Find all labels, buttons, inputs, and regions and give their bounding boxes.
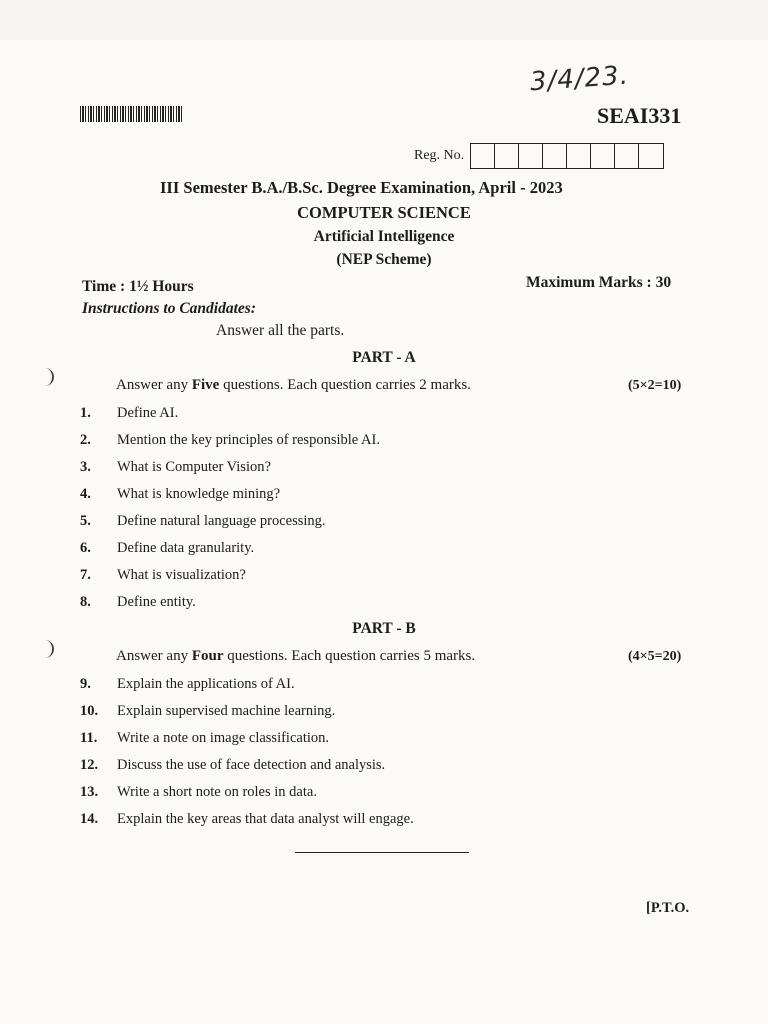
reg-box — [471, 144, 495, 168]
reg-box — [591, 144, 615, 168]
handwritten-date: 3/4/23. — [529, 60, 630, 98]
instructions-heading: Instructions to Candidates: — [82, 300, 256, 317]
question-text: Explain the applications of AI. — [117, 676, 295, 692]
scheme-title: (NEP Scheme) — [336, 251, 432, 268]
question-number: 6. — [80, 540, 91, 556]
part-b-marks: (4×5=20) — [628, 649, 682, 664]
question-text: Define natural language processing. — [117, 513, 326, 529]
part-b-instr-count: Four — [191, 648, 224, 664]
question-text: Explain supervised machine learning. — [117, 703, 336, 719]
question-text: Define entity. — [117, 594, 196, 610]
part-a-instr-pre: Answer any — [116, 377, 192, 393]
exam-title: III Semester B.A./B.Sc. Degree Examination, April - 2023 — [160, 178, 563, 197]
question-number: 13. — [80, 784, 99, 800]
question-number: 8. — [80, 594, 91, 610]
part-b-instr-pre: Answer any — [116, 648, 192, 664]
time-allowed: Time : 1½ Hours — [82, 278, 194, 295]
part-a-marks: (5×2=10) — [628, 378, 682, 393]
question-text: Define data granularity. — [117, 540, 255, 556]
part-a-instruction — [116, 377, 471, 394]
reg-box — [615, 144, 639, 168]
question-text: Explain the key areas that data analyst will engage. — [117, 811, 414, 827]
question-text: Mention the key principles of responsible AI. — [117, 432, 380, 448]
question-number: 1. — [80, 405, 91, 421]
question-text: What is Computer Vision? — [117, 459, 271, 475]
part-b-instr-post: questions. Each question carries 5 marks. — [223, 648, 476, 664]
reg-boxes — [470, 143, 664, 169]
question-number: 9. — [80, 676, 91, 692]
subject-title: COMPUTER SCIENCE — [297, 203, 471, 222]
question-number: 12. — [80, 757, 99, 773]
reg-box — [543, 144, 567, 168]
question-text: Write a short note on roles in data. — [117, 784, 317, 800]
part-b-instruction — [116, 648, 475, 665]
part-a-instr-post: questions. Each question carries 2 marks. — [219, 377, 471, 393]
paper-title: Artificial Intelligence — [313, 228, 455, 245]
instruction-text: Answer all the parts. — [216, 322, 345, 339]
end-rule — [295, 852, 469, 853]
paper-code: SEAI331 — [597, 103, 682, 128]
question-number: 11. — [80, 730, 98, 746]
question-number: 7. — [80, 567, 91, 583]
reg-box — [495, 144, 519, 168]
part-b-heading: PART - B — [352, 620, 416, 637]
question-number: 2. — [80, 432, 91, 448]
question-number: 5. — [80, 513, 91, 529]
question-text: Discuss the use of face detection and analysis. — [117, 757, 386, 773]
question-number: 4. — [80, 486, 91, 502]
reg-label: Reg. No. — [414, 148, 465, 163]
question-number: 10. — [80, 703, 99, 719]
reg-box — [519, 144, 543, 168]
question-text: What is knowledge mining? — [117, 486, 281, 502]
question-text: What is visualization? — [117, 567, 246, 583]
maximum-marks: Maximum Marks : 30 — [526, 274, 672, 291]
part-a-instr-count: Five — [191, 377, 220, 393]
question-text: Write a note on image classification. — [117, 730, 330, 746]
pto-label: [P.T.O. — [646, 900, 690, 916]
question-number: 3. — [80, 459, 91, 475]
reg-box — [639, 144, 663, 168]
part-a-heading: PART - A — [352, 349, 416, 366]
barcode — [80, 106, 182, 122]
reg-number-field — [414, 143, 664, 169]
question-number: 14. — [80, 811, 99, 827]
reg-box — [567, 144, 591, 168]
question-text: Define AI. — [117, 405, 179, 421]
